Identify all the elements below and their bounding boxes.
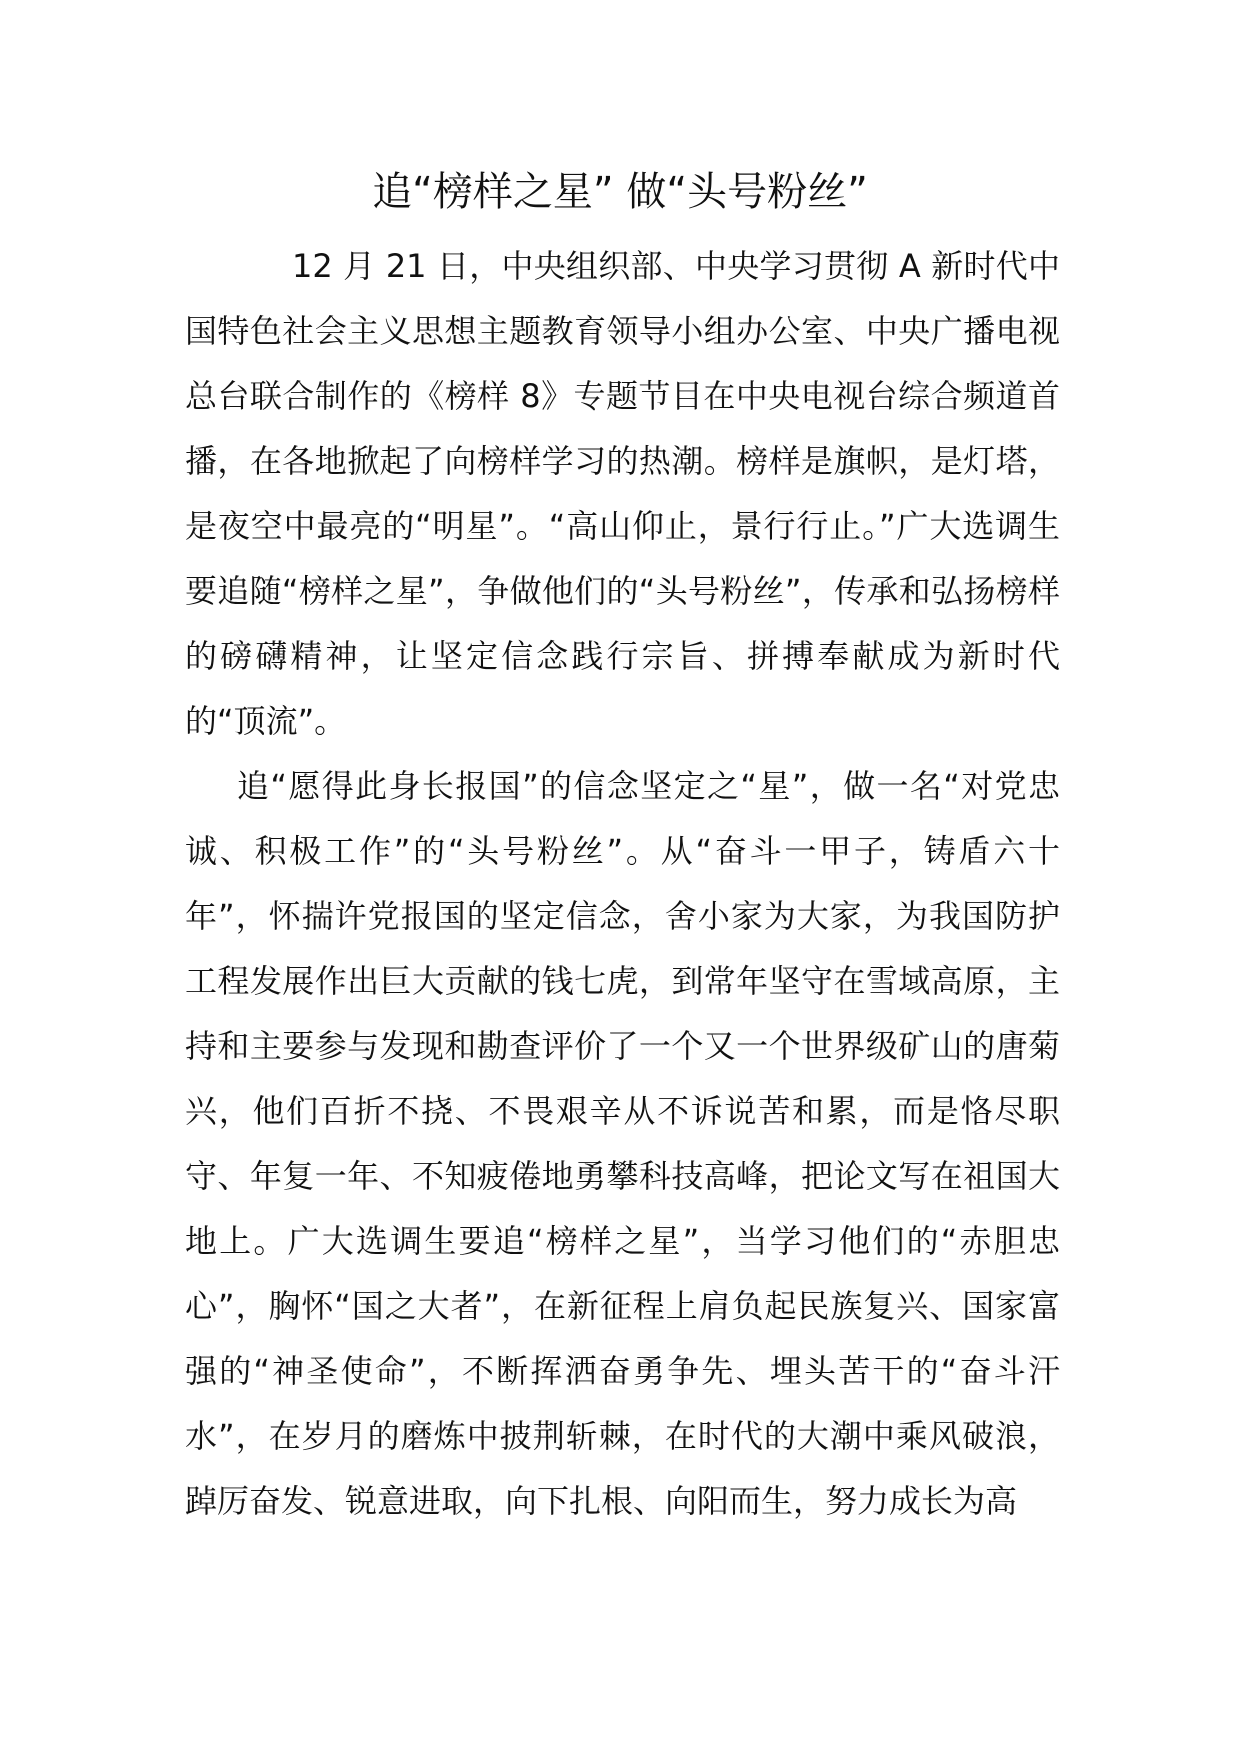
- paragraph-belief-star: 追“愿得此身长报国”的信念坚定之“星”，做一名“对党忠诚、积极工作”的“头号粉丝”。从“奋斗一甲子，铸盾六十年”，怀揣许党报国的坚定信念，舍小家为大家，为我国防护工程发展作出巨大贡献的钱七虎，到常年坚守在雪域高原，主持和主要参与发现和勘查评价了一个又一个世界级矿山的唐菊兴，他们百折不挠、不畏艰辛从不诉说苦和累，而是恪尽职守、年复一年、不知疲倦地勇攀科技高峰，把论文写在祖国大地上。广大选调生要追“榜样之星”，当学习他们的“赤胆忠心”，胸怀“国之大者”，在新征程上肩负起民族复兴、国家富强的“神圣使命”，不断挥洒奋勇争先、埋头苦干的“奋斗汗水”，在岁月的磨炼中披荆斩棘，在时代的大潮中乘风破浪，踔厉奋发、锐意进取，向下扎根、向阳而生，努力成长为高: [185, 767, 1060, 1520]
- document-body: [185, 234, 1060, 1534]
- document-title: 追“榜样之星” 做“头号粉丝”: [372, 169, 868, 215]
- paragraph-intro: 12 月 21 日，中央组织部、中央学习贯彻 A 新时代中国特色社会主义思想主题教育领导小组办公室、中央广播电视总台联合制作的《榜样 8》专题节目在中央电视台综合频道首播，在各地掀起了向榜样学习的热潮。榜样是旗帜，是灯塔，是夜空中最亮的“明星”。“高山仰止，景行行止。”广大选调生要追随“榜样之星”，争做他们的“头号粉丝”，传承和弘扬榜样的磅礴精神，让坚定信念践行宗旨、拼搏奉献成为新时代的“顶流”。: [185, 247, 1060, 740]
